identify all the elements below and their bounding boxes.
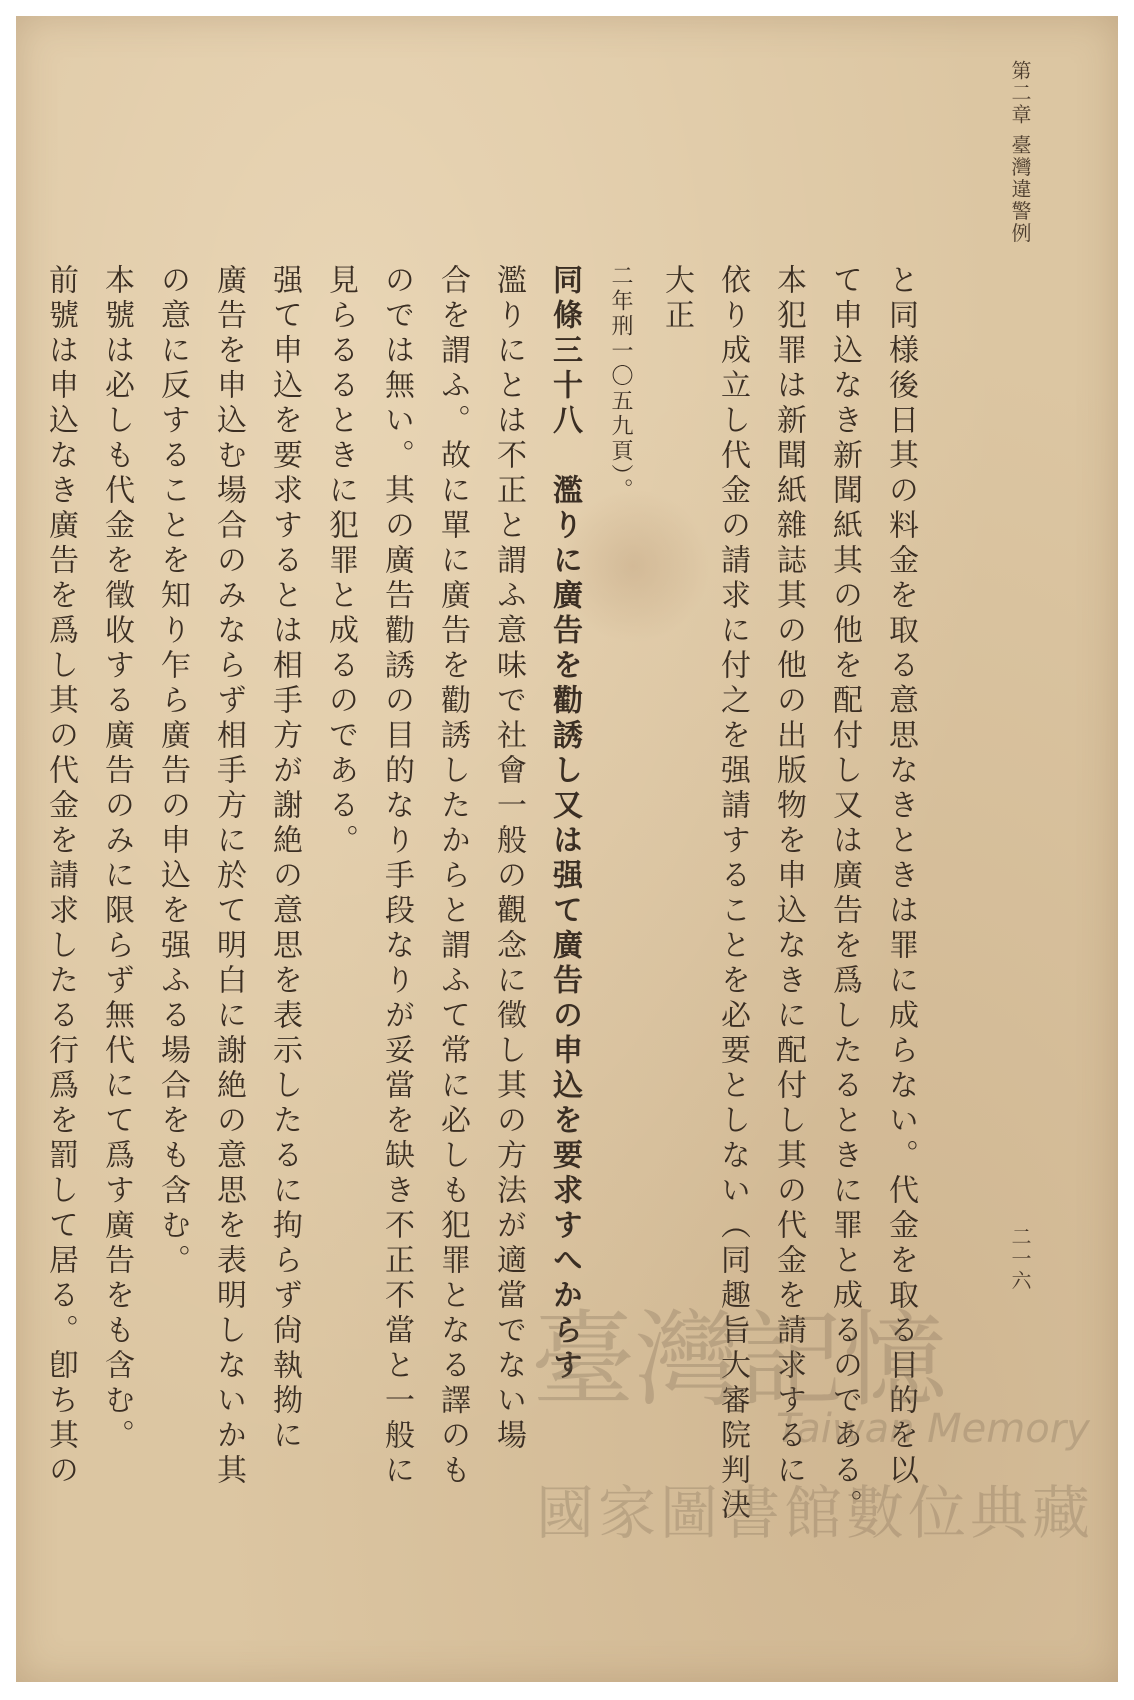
text-column: て申込なき新聞紙其の他を配付し又は廣告を爲したるときに罪と成るのである。 [827,264,862,1524]
article-heading: 同條三十八 濫りに廣告を勸誘し又は强て廣告の申込を要求すへからす [547,264,582,1384]
text-column: 依り成立し代金の請求に付之を强請することを必要としない（同趣旨大審院判決大正 [659,264,750,1524]
text-column: 前號は申込なき廣告を爲し其の代金を請求したる行爲を罰して居る。卽ち其の [43,264,78,1489]
watermark-chinese: 臺灣記憶 [531,1299,948,1421]
page-number: 二一六 [1008,1226,1032,1292]
text-column: のでは無い。其の廣告勸誘の目的なり手段なりが妥當を缺き不正不當と一般に [379,264,414,1489]
text-column: 見らるるときに犯罪と成るのである。 [323,264,358,859]
text-column: 廣告を申込む場合のみならず相手方に於て明白に謝絶の意思を表明しないか其 [211,264,246,1489]
text-column: 二年刑一〇五九頁）。 [608,264,633,503]
text-column: と同様後日其の料金を取る意思なきときは罪に成らない。代金を取る目的を以 [883,264,918,1489]
watermark-english: Taiwan Memory [776,1406,1090,1452]
watermark-library: 國家圖書館數位典藏 [536,1479,1095,1547]
text-column: 合を謂ふ。故に單に廣告を勸誘したからと謂ふて常に必しも犯罪となる譯のも [435,264,470,1489]
text-column: 本犯罪は新聞紙雜誌其の他の出版物を申込なきに配付し其の代金を請求するに [771,264,806,1489]
text-column: 本號は必しも代金を徵收する廣告のみに限らず無代にて爲す廣告をも含む。 [99,264,134,1454]
text-column: の意に反することを知り乍ら廣告の申込を强ふる場合をも含む。 [155,264,190,1279]
chapter-header: 第二章 臺灣違警例 [1008,60,1032,245]
text-column: 濫りにとは不正と謂ふ意味で社會一般の觀念に徵し其の方法が適當でない場 [491,264,526,1454]
text-column: 强て申込を要求するとは相手方が謝絶の意思を表示したるに拘らず尙執拗に [267,264,302,1454]
document-page [16,16,1118,1682]
